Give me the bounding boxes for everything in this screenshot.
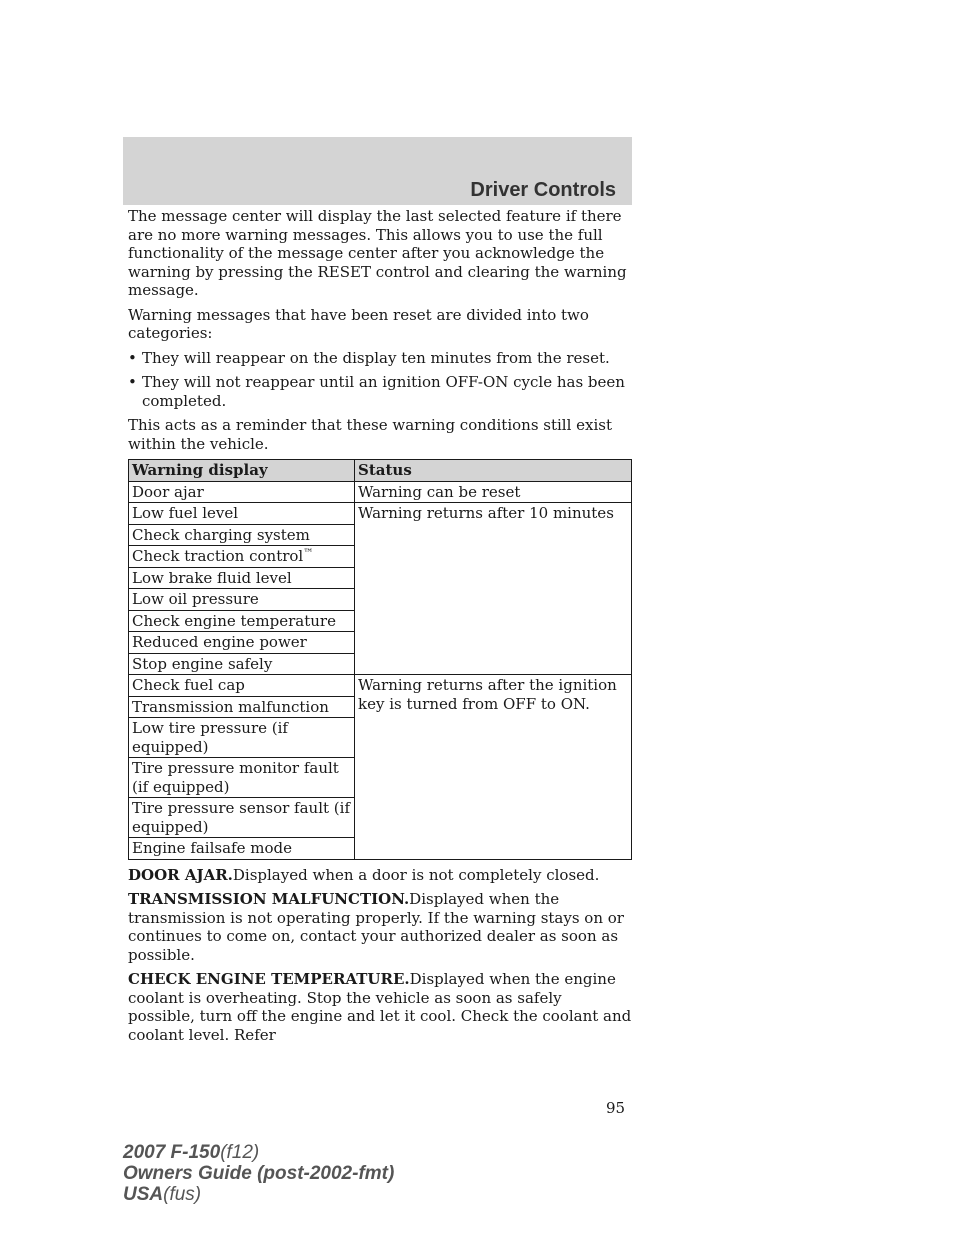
section-header-band <box>123 137 632 205</box>
table-header-row <box>129 460 632 482</box>
footer-guide: Owners Guide (post-2002-fmt) <box>123 1163 395 1184</box>
intro-paragraph-2: Warning messages that have been reset are divided into two categories: <box>128 305 589 342</box>
status-cell: Warning returns after 10 minutes <box>355 503 632 675</box>
warning-cell: Low oil pressure <box>129 589 355 611</box>
definition-transmission-malfunction <box>128 890 632 964</box>
footer-market-code: (fus) <box>163 1184 202 1205</box>
warning-cell: Tire pressure sensor fault (if equipped) <box>129 798 355 838</box>
footer-line-1 <box>123 1142 394 1163</box>
definition-text: Displayed when the engine coolant is overheating. Stop the vehicle as soon as safely possible, turn off the engine and let it cool. Check the coolant and coolant level. Refer <box>128 970 632 1044</box>
document-footer <box>123 1142 394 1205</box>
trademark-mark: ™ <box>303 548 314 559</box>
warning-cell-text: Check traction control <box>132 547 304 565</box>
warning-cell <box>129 546 355 568</box>
footer-line-3 <box>123 1184 394 1205</box>
intro-paragraph-1: The message center will display the last selected feature if there are no more warning messages. This allows you to use the full functionality of the message center after you acknowledge the warning by pressing the RESET control and clearing the warning message. <box>128 207 627 299</box>
warning-cell: Tire pressure monitor fault (if equipped) <box>129 758 355 798</box>
page-content <box>128 207 632 1050</box>
warning-cell: Door ajar <box>129 481 355 503</box>
bullet-item <box>128 349 632 368</box>
definition-term: DOOR AJAR. <box>128 865 233 884</box>
definition-term: CHECK ENGINE TEMPERATURE. <box>128 970 410 988</box>
definition-door-ajar <box>128 866 632 885</box>
status-cell: Warning can be reset <box>355 481 632 503</box>
page-number: 95 <box>606 1099 626 1117</box>
footer-line-2 <box>123 1163 394 1184</box>
warning-cell: Check fuel cap <box>129 675 355 697</box>
warning-cell: Check charging system <box>129 524 355 546</box>
warning-cell: Low fuel level <box>129 503 355 525</box>
section-title: Driver Controls <box>470 179 616 201</box>
header-warning-display: Warning display <box>129 460 355 482</box>
bullet-dot-icon: • <box>128 348 137 367</box>
footer-model: 2007 F-150 <box>123 1142 221 1163</box>
definition-term: TRANSMISSION MALFUNCTION. <box>128 890 410 908</box>
definition-text: Displayed when a door is not completely closed. <box>232 865 600 884</box>
warning-cell: Reduced engine power <box>129 632 355 654</box>
bullet-list <box>128 349 632 411</box>
warning-cell: Transmission malfunction <box>129 696 355 718</box>
table-row <box>129 503 632 525</box>
bullet-text: They will reappear on the display ten minutes from the reset. <box>142 348 610 367</box>
header-status: Status <box>355 460 632 482</box>
warning-cell: Low brake fluid level <box>129 567 355 589</box>
table-row <box>129 481 632 503</box>
warning-cell: Engine failsafe mode <box>129 838 355 860</box>
bullet-text: They will not reappear until an ignition OFF-ON cycle has been completed. <box>142 373 625 410</box>
definition-text: Displayed when the transmission is not operating properly. If the warning stays on or continues to come on, contact your authorized dealer as soon as possible. <box>128 890 624 964</box>
table-row <box>129 675 632 697</box>
definition-check-engine-temperature <box>128 970 632 1044</box>
warning-cell: Low tire pressure (if equipped) <box>129 718 355 758</box>
warning-status-table <box>128 459 632 860</box>
bullet-item <box>128 373 632 410</box>
warning-cell: Check engine temperature <box>129 610 355 632</box>
status-cell: Warning returns after the ignition key is turned from OFF to ON. <box>355 675 632 860</box>
reminder-paragraph: This acts as a reminder that these warning conditions still exist within the vehicle. <box>128 416 613 453</box>
warning-cell: Stop engine safely <box>129 653 355 675</box>
bullet-dot-icon: • <box>128 373 137 391</box>
footer-market: USA <box>123 1184 164 1205</box>
footer-model-code: (f12) <box>220 1142 260 1163</box>
